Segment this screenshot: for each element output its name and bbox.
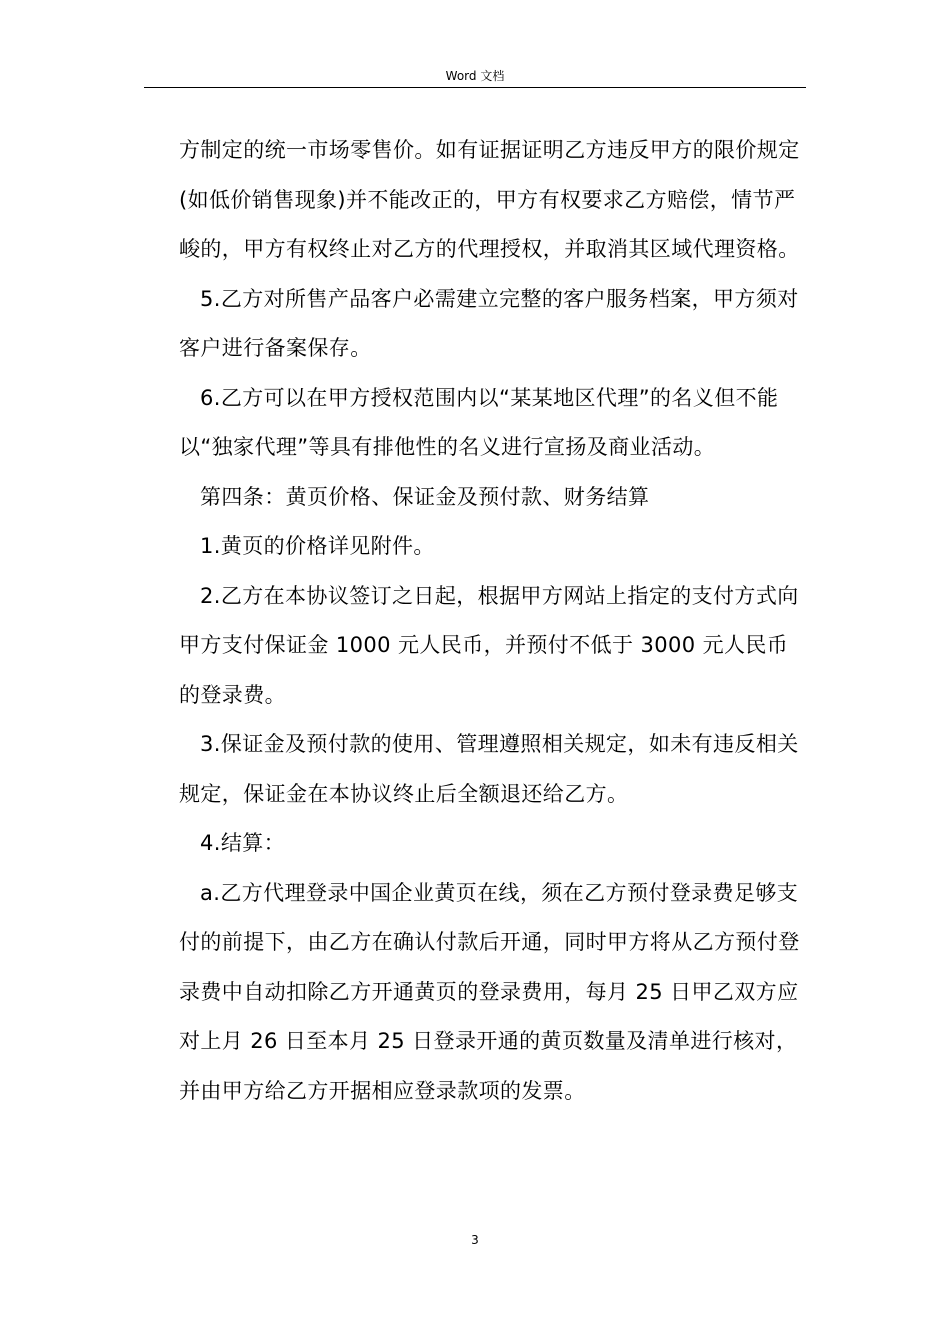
document-body — [179, 126, 807, 1116]
paragraph-item-6: 6.乙方可以在甲方授权范围内以“某某地区代理”的名义但不能以“独家代理”等具有排他性的名义进行宣扬及商业活动。 — [179, 385, 779, 459]
paragraph-item-1: 1.黄页的价格详见附件。 — [200, 534, 435, 558]
header-divider — [144, 87, 806, 88]
page-number: 3 — [471, 1233, 479, 1247]
page-header: Word 文档 — [445, 69, 505, 83]
paragraph-item-5: 5.乙方对所售产品客户必需建立完整的客户服务档案，甲方须对客户进行备案保存。 — [179, 286, 799, 360]
paragraph-item-3: 3.保证金及预付款的使用、管理遵照相关规定，如未有违反相关规定，保证金在本协议终止后全额退还给乙方。 — [179, 732, 799, 806]
paragraph-item-4: 4.结算： — [200, 831, 286, 855]
paragraph-item-2: 2.乙方在本协议签订之日起，根据甲方网站上指定的支付方式向甲方支付保证金 1000 元人民币，并预付不低于 3000 元人民币的登录费。 — [179, 583, 799, 707]
paragraph-price-limit: 方制定的统一市场零售价。如有证据证明乙方违反甲方的限价规定(如低价销售现象)并不能改正的，甲方有权要求乙方赔偿，情节严峻的，甲方有权终止对乙方的代理授权，并取消其区域代理资格。 — [179, 138, 800, 261]
section-heading-article-4: 第四条：黄页价格、保证金及预付款、财务结算 — [200, 484, 650, 509]
paragraph-item-4a: a.乙方代理登录中国企业黄页在线，须在乙方预付登录费足够支付的前提下，由乙方在确认付款后开通，同时甲方将从乙方预付登录费中自动扣除乙方开通黄页的登录费用，每月 25 日甲乙双方应对上月 26 日至本月 25 日登录开通的黄页数量及清单进行核对，并由甲方给乙方开据相应登录款项的发票。 — [179, 880, 800, 1103]
